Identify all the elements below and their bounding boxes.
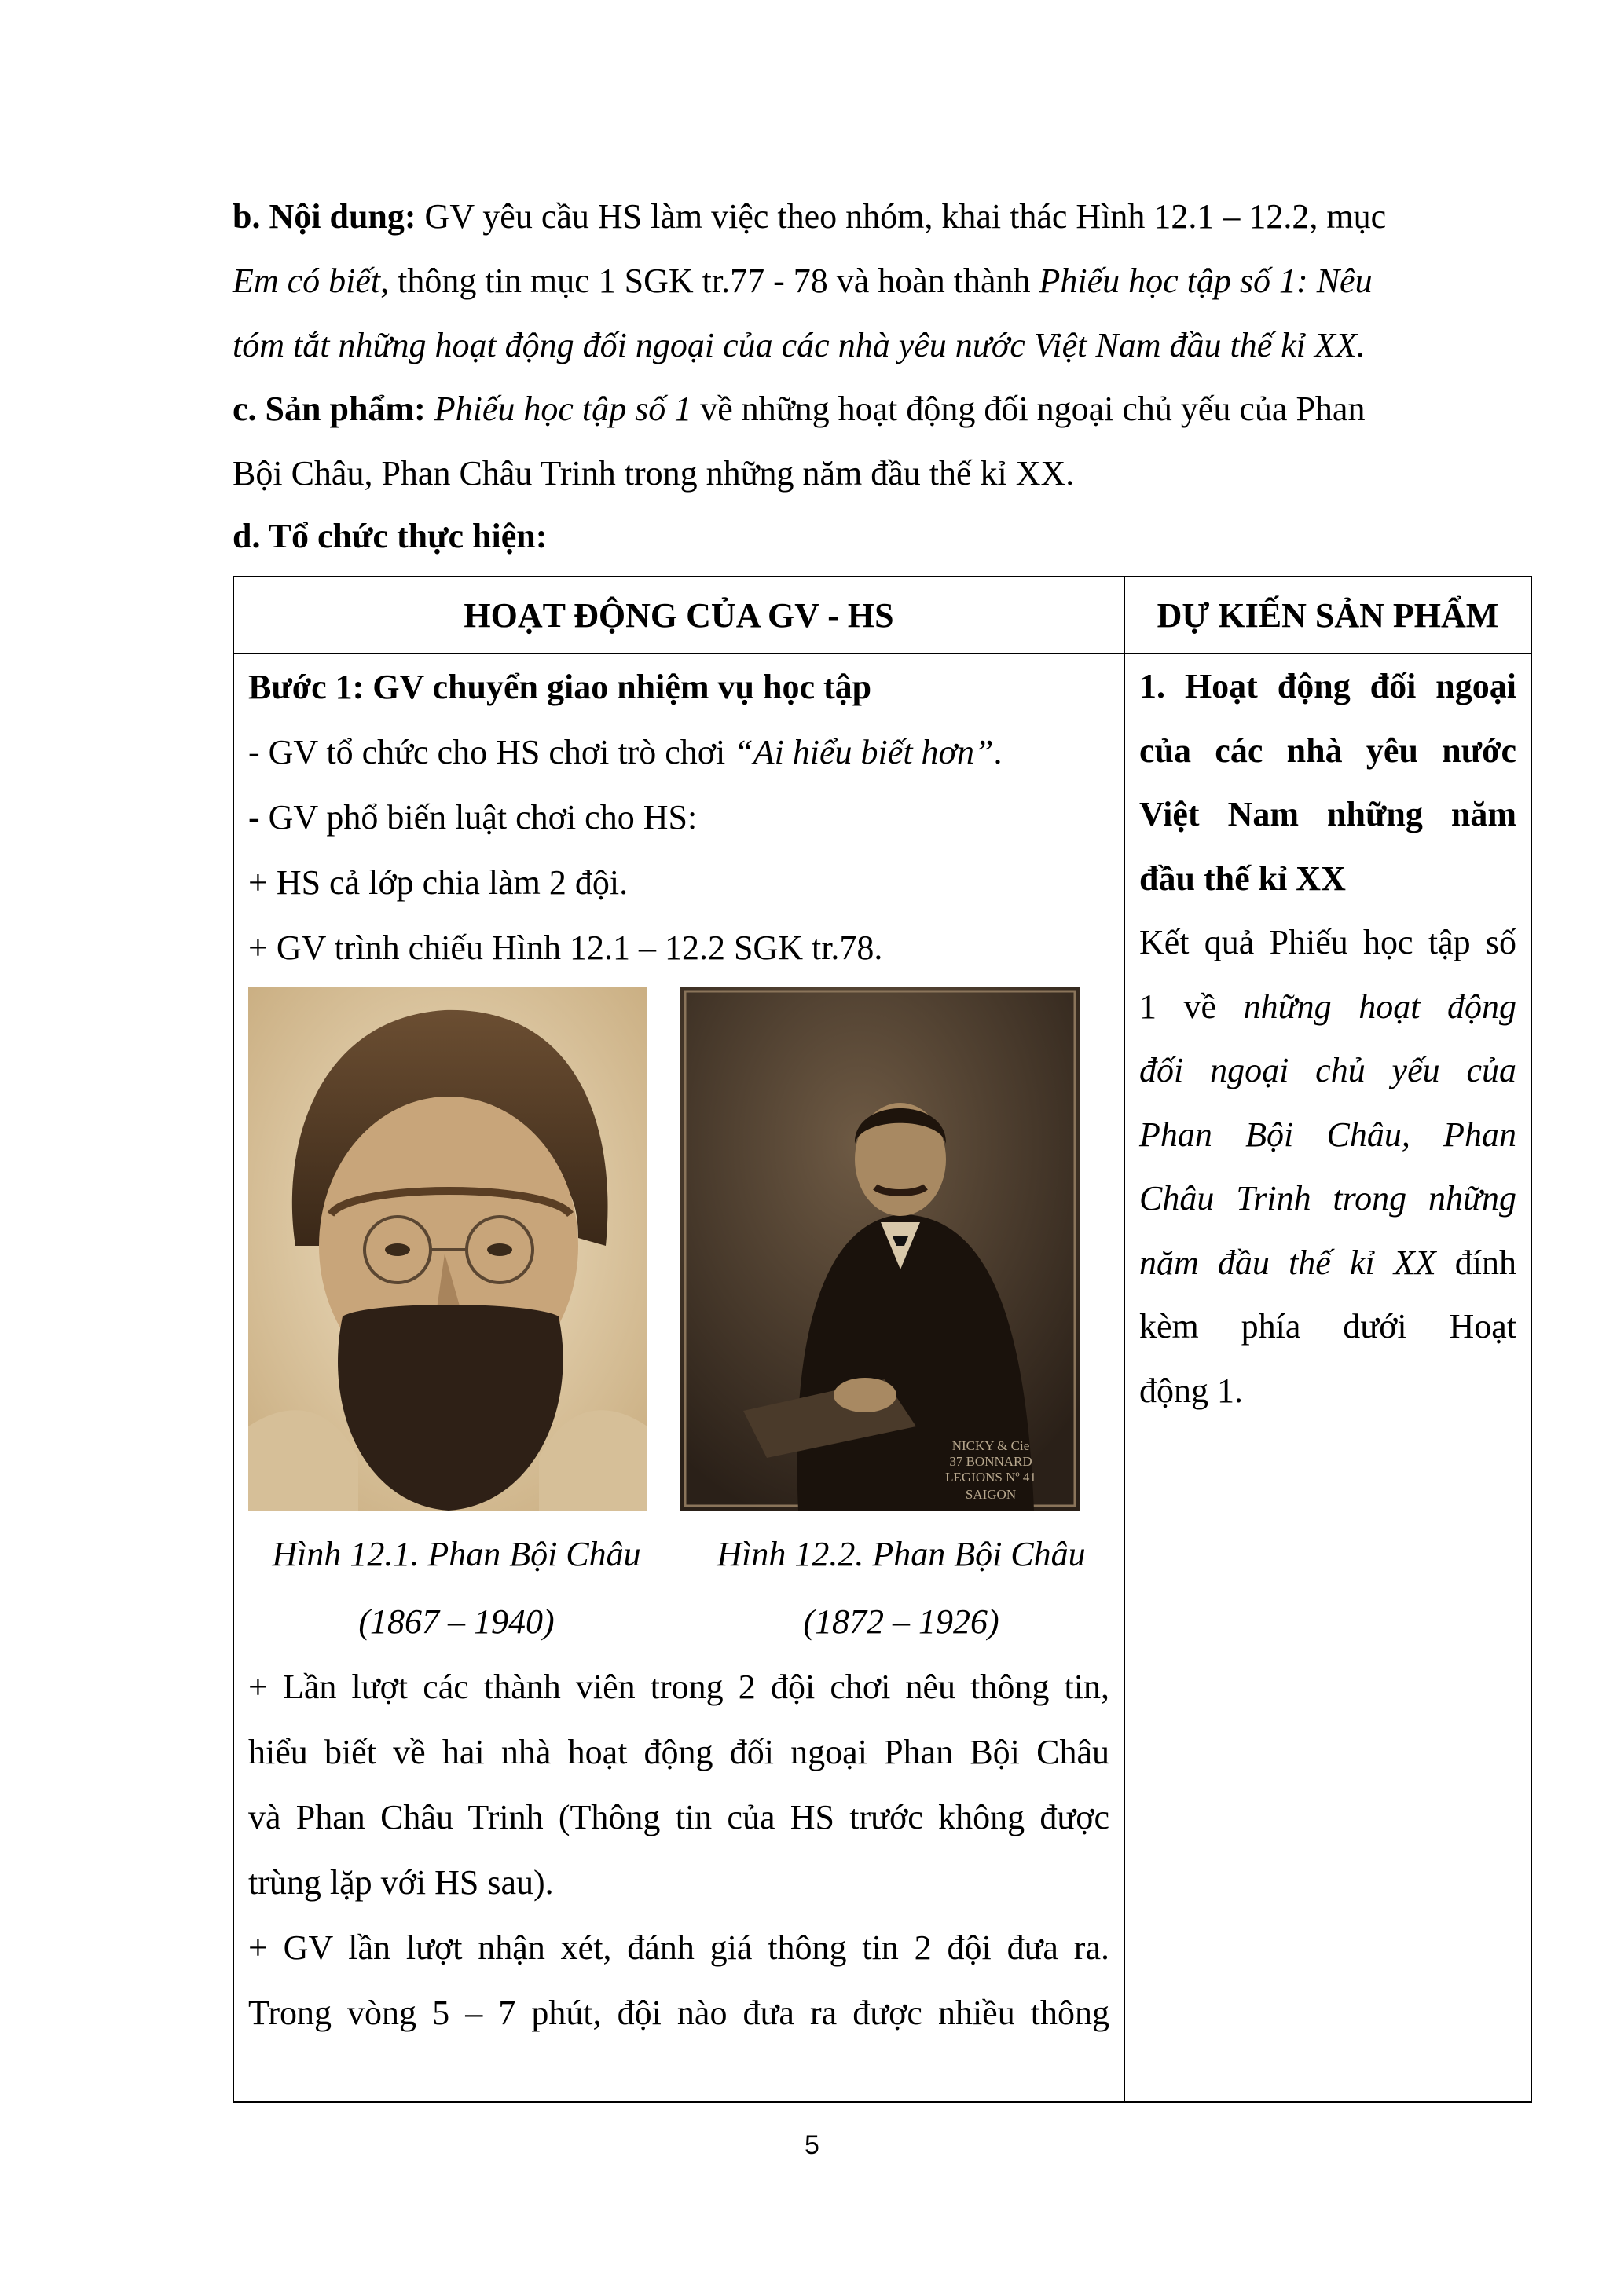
section-b-line-2: [233, 249, 1466, 313]
para-1-line-4: trùng lặp với HS sau).: [248, 1863, 554, 1902]
para-1-line-2: hiểu biết về hai nhà hoạt động đối ngoại Phan Bội Châu: [248, 1733, 1109, 1771]
section-b-italic-2: Phiếu học tập số 1: Nêu: [1039, 262, 1373, 300]
para-1-line-1: + Lần lượt các thành viên trong 2 đội chơi nêu thông tin,: [248, 1668, 1109, 1706]
teams-line: + HS cả lớp chia làm 2 đội.: [248, 863, 629, 902]
phan-chau-trinh-portrait-photo: [680, 987, 1080, 1511]
product-body-line-8: động 1.: [1139, 1371, 1243, 1410]
product-heading-line-3: Việt Nam những năm: [1139, 795, 1516, 833]
activity-table: [233, 576, 1532, 2103]
para-2-line-2: Trong vòng 5 – 7 phút, đội nào đưa ra được nhiều thông: [248, 1994, 1109, 2032]
product-body-italic-1: những hoạt động: [1243, 987, 1516, 1026]
product-body-italic-4: Châu Trinh trong những: [1139, 1179, 1516, 1218]
game-name: “Ai hiểu biết hơn”: [734, 733, 994, 771]
step-1-heading: [248, 654, 1109, 720]
page-number: 5: [805, 2130, 819, 2160]
product-body-italic-3: Phan Bội Châu, Phan: [1139, 1115, 1516, 1154]
product-body-italic-2: đối ngoại chủ yếu của: [1139, 1051, 1516, 1089]
product-body-line-6: [1139, 1231, 1516, 1295]
section-c-line-1: [233, 377, 1466, 441]
para-2-line-1: + GV lần lượt nhận xét, đánh giá thông tin 2 đội đưa ra.: [248, 1928, 1109, 1967]
product-heading-line-4: đầu thế kỉ XX: [1139, 859, 1346, 898]
rules-line: - GV phổ biến luật chơi cho HS:: [248, 798, 698, 837]
section-c-paragraph: [233, 377, 1466, 506]
figure-12-1-caption: [234, 1521, 679, 1656]
product-body-line-7: kèm phía dưới Hoạt: [1139, 1307, 1516, 1346]
caption-2-years: (1872 – 1926): [803, 1602, 999, 1641]
caption-2-title: Hình 12.2. Phan Bội Châu: [717, 1535, 1086, 1573]
stamp-line-2: 37 BONNARD: [949, 1454, 1032, 1469]
game-line-text: - GV tổ chức cho HS chơi trò chơi: [248, 733, 735, 771]
section-b-line-3: [233, 313, 1466, 378]
header-activities: HOẠT ĐỘNG CỦA GV - HS: [233, 577, 1124, 654]
activities-cell: [233, 654, 1124, 2102]
game-line: [248, 720, 1109, 785]
stamp-line-4: SAIGON: [965, 1487, 1017, 1502]
product-body-attach: đính: [1435, 1243, 1516, 1282]
para-1-line-3: và Phan Châu Trinh (Thông tin của HS trước không được: [248, 1798, 1109, 1836]
section-c-text-1: về những hoạt động đối ngoại chủ yếu của Phan: [691, 390, 1366, 428]
product-heading-line-1: 1. Hoạt động đối ngoại: [1139, 667, 1516, 705]
stamp-line-1: NICKY & Cie: [951, 1438, 1030, 1453]
game-line-end: .: [993, 733, 1003, 771]
caption-1-years: (1867 – 1940): [358, 1602, 555, 1641]
product-heading-line-2: của các nhà yêu nước: [1139, 731, 1516, 770]
section-b-line-1: [233, 185, 1466, 249]
section-c-line-2: Bội Châu, Phan Châu Trinh trong những năm đầu thế kỉ XX.: [233, 454, 1075, 493]
figure-12-2-caption: [679, 1521, 1124, 1656]
table-row: [233, 654, 1531, 2102]
section-c-italic: Phiếu học tập số 1: [425, 390, 692, 428]
table-header-row: [233, 577, 1531, 654]
figure-captions: [234, 1521, 1124, 1654]
phan-boi-chau-portrait-photo: [248, 987, 647, 1511]
product-body-text: 1 về: [1139, 987, 1244, 1026]
section-c-label: c. Sản phẩm:: [233, 390, 426, 428]
section-b-text-2: , thông tin mục 1 SGK tr.77 - 78 và hoàn thành: [380, 262, 1039, 300]
caption-1-title: Hình 12.1. Phan Bội Châu: [272, 1535, 641, 1573]
section-b-italic-1: Em có biết: [233, 262, 381, 300]
section-b-paragraph: [233, 185, 1466, 378]
activities-paragraphs: [234, 1654, 1124, 2045]
show-figures-line: + GV trình chiếu Hình 12.1 – 12.2 SGK tr.78.: [248, 928, 883, 967]
stamp-line-3: LEGIONS Nº 41: [945, 1470, 1036, 1485]
figures-row: [234, 987, 1124, 1502]
section-d-label: d. Tổ chức thực hiện:: [233, 517, 548, 555]
section-b-text-1: GV yêu cầu HS làm việc theo nhóm, khai thác Hình 12.1 – 12.2, mục: [416, 197, 1387, 236]
product-body-line-1: Kết quả Phiếu học tập số: [1139, 923, 1516, 961]
section-d-heading: [233, 504, 1466, 569]
section-b-label: b. Nội dung:: [233, 197, 416, 236]
step-1-text: Bước 1: GV chuyển giao nhiệm vụ học tập: [248, 668, 872, 706]
product-body-italic-5: năm đầu thế kỉ XX: [1139, 1243, 1436, 1282]
product-body-line-2: [1139, 975, 1516, 1039]
header-expected-product: DỰ KIẾN SẢN PHẨM: [1124, 577, 1531, 654]
expected-product-cell: [1124, 654, 1531, 2102]
section-b-italic-3: tóm tắt những hoạt động đối ngoại của các nhà yêu nước Việt Nam đầu thế kỉ XX.: [233, 326, 1366, 364]
